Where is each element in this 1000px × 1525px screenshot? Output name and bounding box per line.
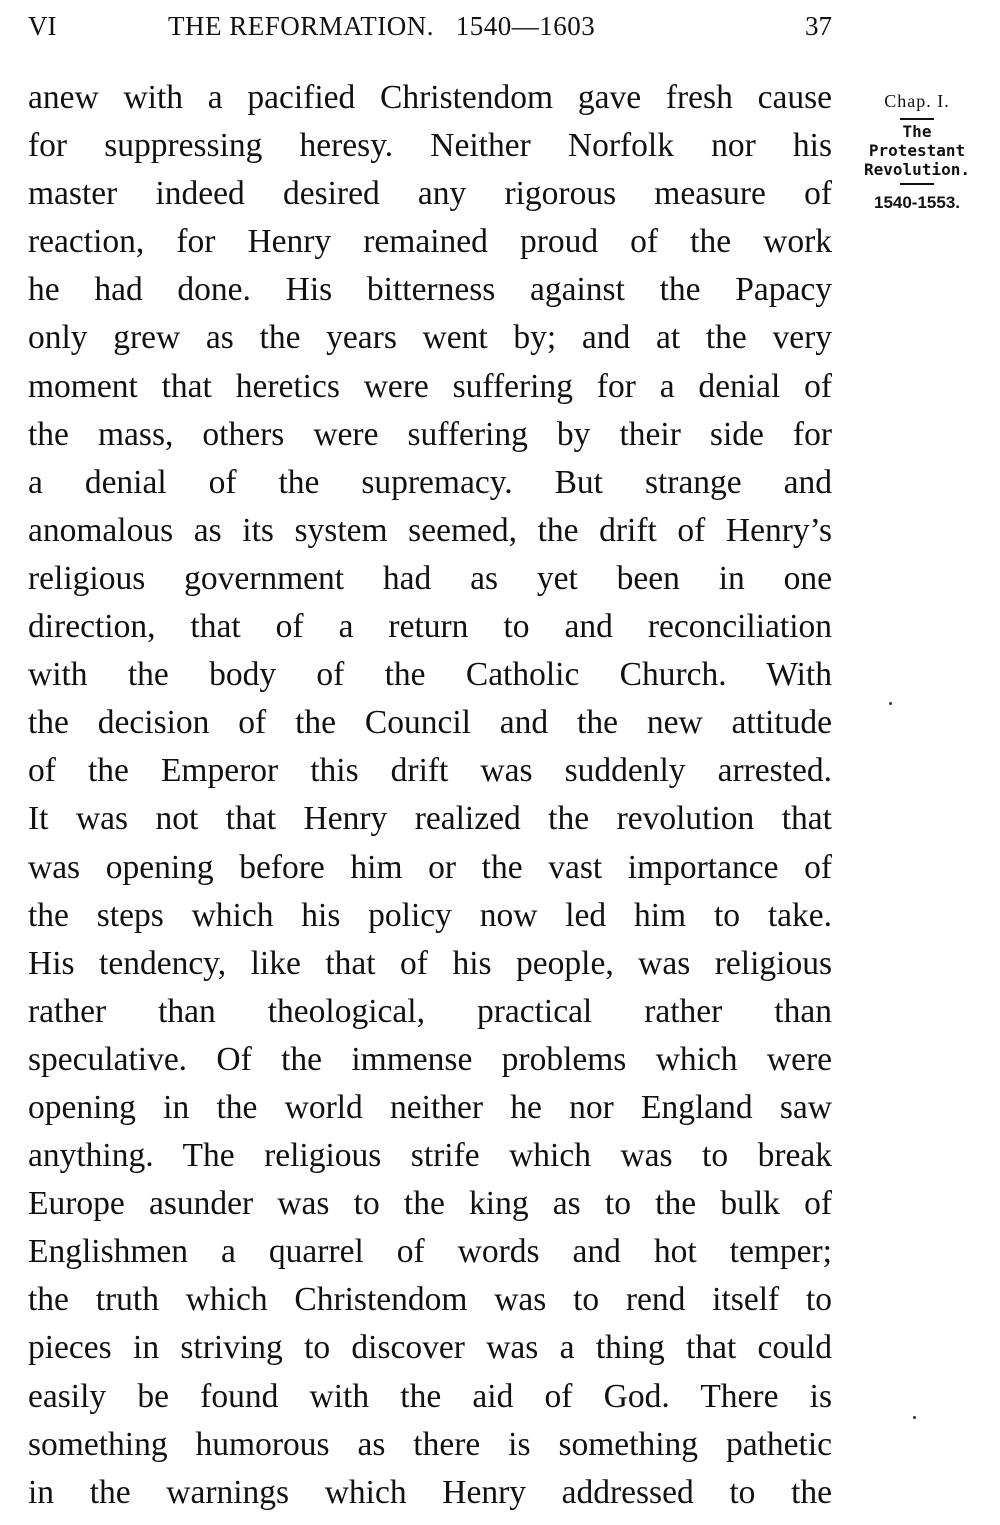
text-line: anew with a pacified Christendom gave fresh cause — [28, 79, 832, 116]
sidenote-heading-line: Protestant — [868, 141, 966, 160]
print-speck — [889, 702, 892, 705]
text-line: religious government had as yet been in one — [28, 559, 832, 597]
text-line: master indeed desired any rigorous measure of — [28, 175, 832, 213]
page-number: 37 — [805, 11, 832, 41]
text-line: of the Emperor this drift was suddenly arrested. — [28, 752, 832, 790]
text-line: the mass, others were suffering by their side for — [28, 415, 832, 453]
text-line: opening in the world neither he nor England saw — [28, 1088, 832, 1126]
sidenote-rule — [900, 183, 934, 185]
sidenote-chapter-label: Chap. I. — [884, 91, 950, 111]
text-line: the decision of the Council and the new attitude — [28, 704, 832, 742]
text-line: something humorous as there is something pathetic — [28, 1425, 832, 1463]
text-line: speculative. Of the immense problems which were — [28, 1040, 832, 1078]
text-line: he had done. His bitterness against the Papacy — [28, 271, 832, 309]
text-line: with the body of the Catholic Church. With — [28, 656, 832, 694]
body-text — [28, 74, 832, 1517]
text-line: the steps which his policy now led him to take. — [28, 896, 832, 934]
text-line: It was not that Henry realized the revolution that — [28, 800, 832, 838]
print-speck — [913, 1416, 916, 1419]
text-line: anomalous as its system seemed, the drift of Henry’s — [28, 511, 832, 549]
running-title-years: 1540—1603 — [455, 11, 596, 41]
text-line: easily be found with the aid of God. There is — [28, 1377, 832, 1415]
text-line: rather than theological, practical rather than — [28, 992, 832, 1030]
text-line: was opening before him or the vast importance of — [28, 848, 832, 886]
running-header — [0, 8, 1000, 48]
text-line: His tendency, like that of his people, was religious — [28, 944, 832, 982]
chapter-numeral: VI — [28, 11, 57, 41]
text-line: anything. The religious strife which was to break — [28, 1137, 832, 1175]
sidenote-heading-line: The — [902, 122, 932, 141]
text-line: reaction, for Henry remained proud of the work — [28, 223, 832, 261]
text-line: for suppressing heresy. Neither Norfolk nor his — [28, 127, 832, 165]
text-line: Englishmen a quarrel of words and hot temper; — [28, 1233, 832, 1271]
text-line: moment that heretics were suffering for a denial of — [28, 367, 832, 405]
text-line: pieces in striving to discover was a thing that could — [28, 1329, 832, 1367]
text-line: in the warnings which Henry addressed to the — [28, 1473, 832, 1511]
marginal-note — [842, 88, 992, 215]
sidenote-heading-line: Revolution. — [864, 160, 970, 179]
text-line: a denial of the supremacy. But strange and — [28, 463, 832, 501]
text-line: the truth which Christendom was to rend itself to — [28, 1281, 832, 1319]
sidenote-dates: 1540-1553. — [873, 193, 961, 212]
running-title-text: THE REFORMATION. — [168, 11, 435, 41]
text-line: Europe asunder was to the king as to the bulk of — [28, 1185, 832, 1223]
sidenote-rule — [900, 118, 934, 120]
running-title — [168, 8, 595, 44]
text-line: direction, that of a return to and reconciliation — [28, 608, 832, 646]
text-line: only grew as the years went by; and at the very — [28, 319, 832, 357]
